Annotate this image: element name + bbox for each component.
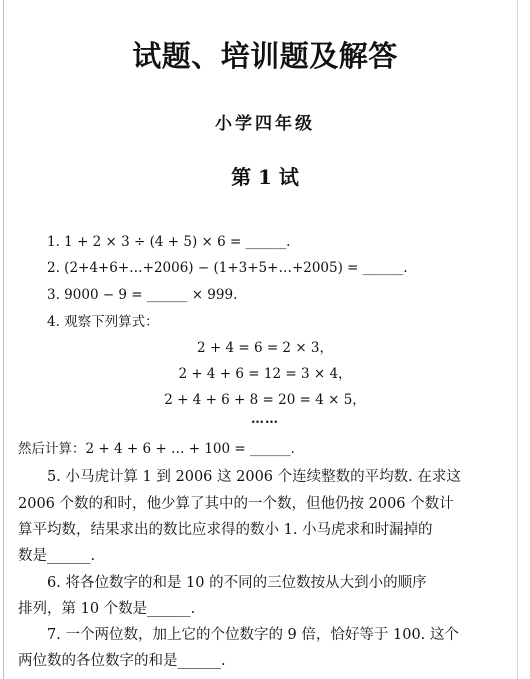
problem-3: 3. 9000 − 9 = ______ × 999. (47, 287, 238, 303)
problem-6-line-1: 6. 将各位数字的和是 10 的不同的三位数按从大到小的顺序 (47, 575, 427, 591)
page-title: 试题、培训题及解答 (132, 39, 398, 73)
problem-4-ellipsis: …… (251, 412, 279, 427)
problem-1: 1. 1 + 2 × 3 ÷ (4 + 5) × 6 = ______. (47, 234, 291, 250)
problem-4-equation-2: 2 + 4 + 6 = 12 = 3 × 4， (178, 366, 352, 382)
problem-4-compute: 然后计算：2 + 4 + 6 + … + 100 = ______. (18, 441, 295, 457)
problem-4-equation-1: 2 + 4 = 6 = 2 × 3， (196, 340, 334, 356)
problem-5-line-2: 2006 个数的和时，他少算了其中的一个数，但他仍按 2006 个数计 (18, 496, 454, 512)
problem-5-line-4: 数是______. (18, 548, 96, 564)
problem-5-line-1: 5. 小马虎计算 1 到 2006 这 2006 个连续整数的平均数. 在求这 (47, 469, 461, 485)
problem-7-line-1: 7. 一个两位数，加上它的个位数字的 9 倍，恰好等于 100. 这个 (47, 627, 459, 643)
grade-subtitle: 小学四年级 (215, 114, 315, 134)
problem-5-line-3: 算平均数，结果求出的数比应求得的数小 1. 小马虎求和时漏掉的 (18, 522, 433, 538)
problem-4-equation-3: 2 + 4 + 6 + 8 = 20 = 4 × 5， (164, 392, 366, 408)
page-border-left (3, 0, 4, 679)
problem-6-line-2: 排列，第 10 个数是______. (18, 601, 196, 617)
problem-4-intro: 4. 观察下列算式： (47, 314, 159, 330)
page-border-right (517, 0, 518, 679)
test-heading: 第 1 试 (231, 165, 299, 189)
problem-2: 2. (2+4+6+…+2006) − (1+3+5+…+2005) = ______. (47, 260, 408, 276)
problem-7-line-2: 两位数的各位数字的和是______. (18, 653, 226, 669)
